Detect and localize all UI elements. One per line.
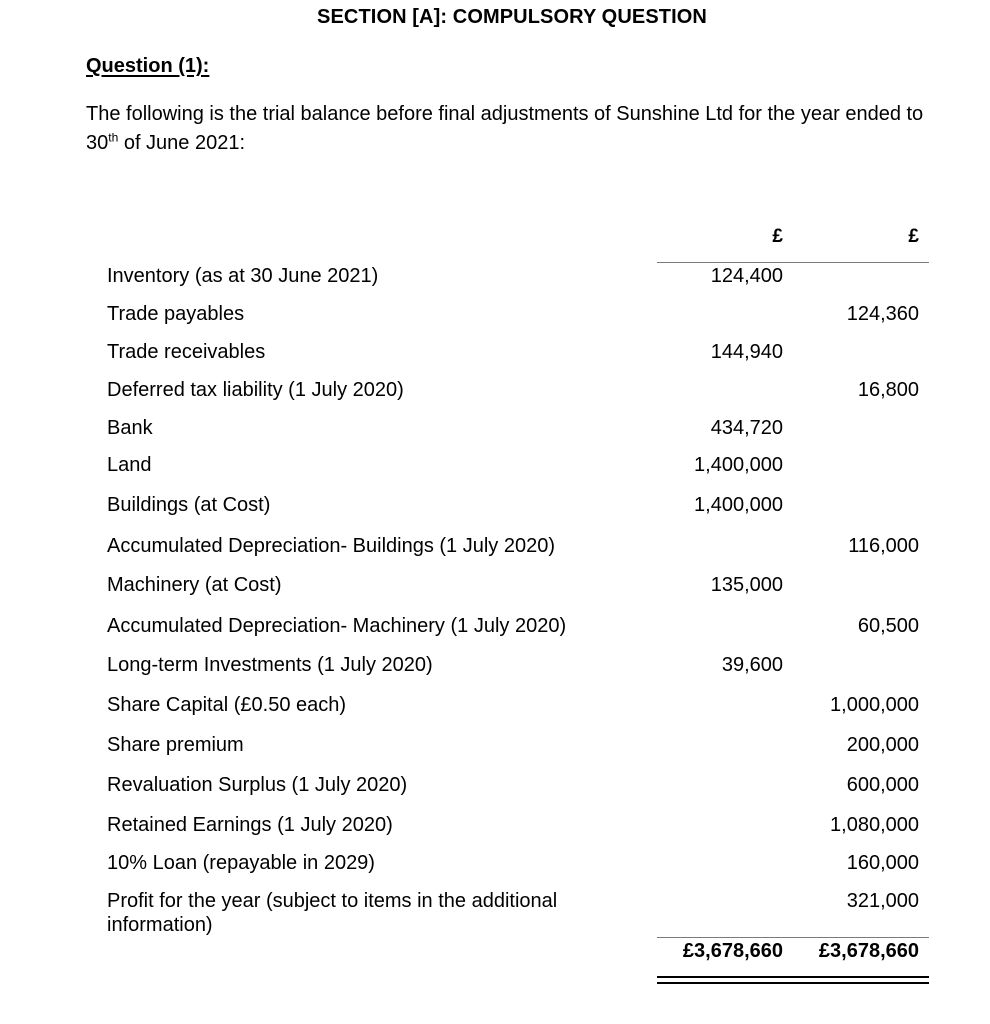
row-debit: 124,400 — [710, 265, 783, 287]
total-double-rule-upper — [657, 976, 929, 978]
row-debit: 434,720 — [710, 417, 783, 439]
table-row — [0, 453, 990, 483]
row-credit: 116,000 — [848, 535, 919, 557]
row-label: Long-term Investments (1 July 2020) — [107, 654, 433, 676]
row-credit: 321,000 — [846, 890, 919, 912]
table-row — [0, 378, 990, 408]
row-label: Trade receivables — [107, 341, 266, 363]
table-row — [0, 889, 990, 939]
table-row — [0, 573, 990, 603]
row-credit: 1,000,000 — [830, 694, 919, 716]
table-row — [0, 340, 990, 370]
debit-column-header: £ — [772, 226, 783, 247]
question-label: Question (1): — [86, 55, 210, 77]
table-row — [0, 813, 990, 843]
row-debit: 135,000 — [710, 574, 783, 596]
intro-ordinal-suffix: th — [108, 130, 119, 145]
table-row — [0, 733, 990, 763]
row-label: Inventory (as at 30 June 2021) — [107, 265, 379, 287]
row-credit: 600,000 — [846, 774, 919, 796]
total-double-rule-lower — [657, 982, 929, 984]
table-row — [0, 653, 990, 683]
table-row — [0, 614, 990, 644]
row-debit: 39,600 — [721, 654, 783, 676]
header-rule — [657, 262, 929, 263]
table-row — [0, 493, 990, 523]
row-label: Profit for the year (subject to items in the additional information) — [107, 890, 558, 936]
row-label: Trade payables — [107, 303, 245, 325]
table-row — [0, 851, 990, 881]
row-label: Share premium — [107, 734, 244, 756]
row-label: Bank — [107, 417, 153, 439]
table-row — [0, 416, 990, 446]
debit-total: £3,678,660 — [682, 940, 783, 962]
intro-text: The following is the trial balance before final adjustments of Sunshine Ltd for the year ended to 30 — [86, 103, 924, 154]
table-row — [0, 534, 990, 564]
row-label: 10% Loan (repayable in 2029) — [107, 852, 375, 874]
table-row — [0, 773, 990, 803]
row-credit: 160,000 — [846, 852, 919, 874]
row-label: Retained Earnings (1 July 2020) — [107, 814, 393, 836]
row-credit: 16,800 — [857, 379, 919, 401]
row-label: Revaluation Surplus (1 July 2020) — [107, 774, 408, 796]
row-label: Machinery (at Cost) — [107, 574, 282, 596]
table-row — [0, 302, 990, 332]
row-debit: 144,940 — [710, 341, 783, 363]
row-label: Accumulated Depreciation- Machinery (1 July 2020) — [107, 615, 567, 637]
table-row — [0, 693, 990, 723]
row-label: Accumulated Depreciation- Buildings (1 July 2020) — [107, 535, 556, 557]
table-row — [0, 264, 990, 294]
row-debit: 1,400,000 — [694, 494, 783, 516]
row-credit: 124,360 — [846, 303, 919, 325]
intro-text-end: of June 2021: — [118, 132, 246, 154]
row-label: Buildings (at Cost) — [107, 494, 271, 516]
row-debit: 1,400,000 — [694, 454, 783, 476]
row-label: Share Capital (£0.50 each) — [107, 694, 347, 716]
section-title: SECTION [A]: COMPULSORY QUESTION — [317, 6, 707, 28]
credit-total: £3,678,660 — [818, 940, 919, 962]
row-label: Deferred tax liability (1 July 2020) — [107, 379, 404, 401]
row-credit: 1,080,000 — [830, 814, 919, 836]
intro-paragraph — [86, 100, 936, 158]
row-label: Land — [107, 454, 152, 476]
credit-column-header: £ — [908, 226, 919, 247]
row-credit: 200,000 — [846, 734, 919, 756]
row-credit: 60,500 — [857, 615, 919, 637]
